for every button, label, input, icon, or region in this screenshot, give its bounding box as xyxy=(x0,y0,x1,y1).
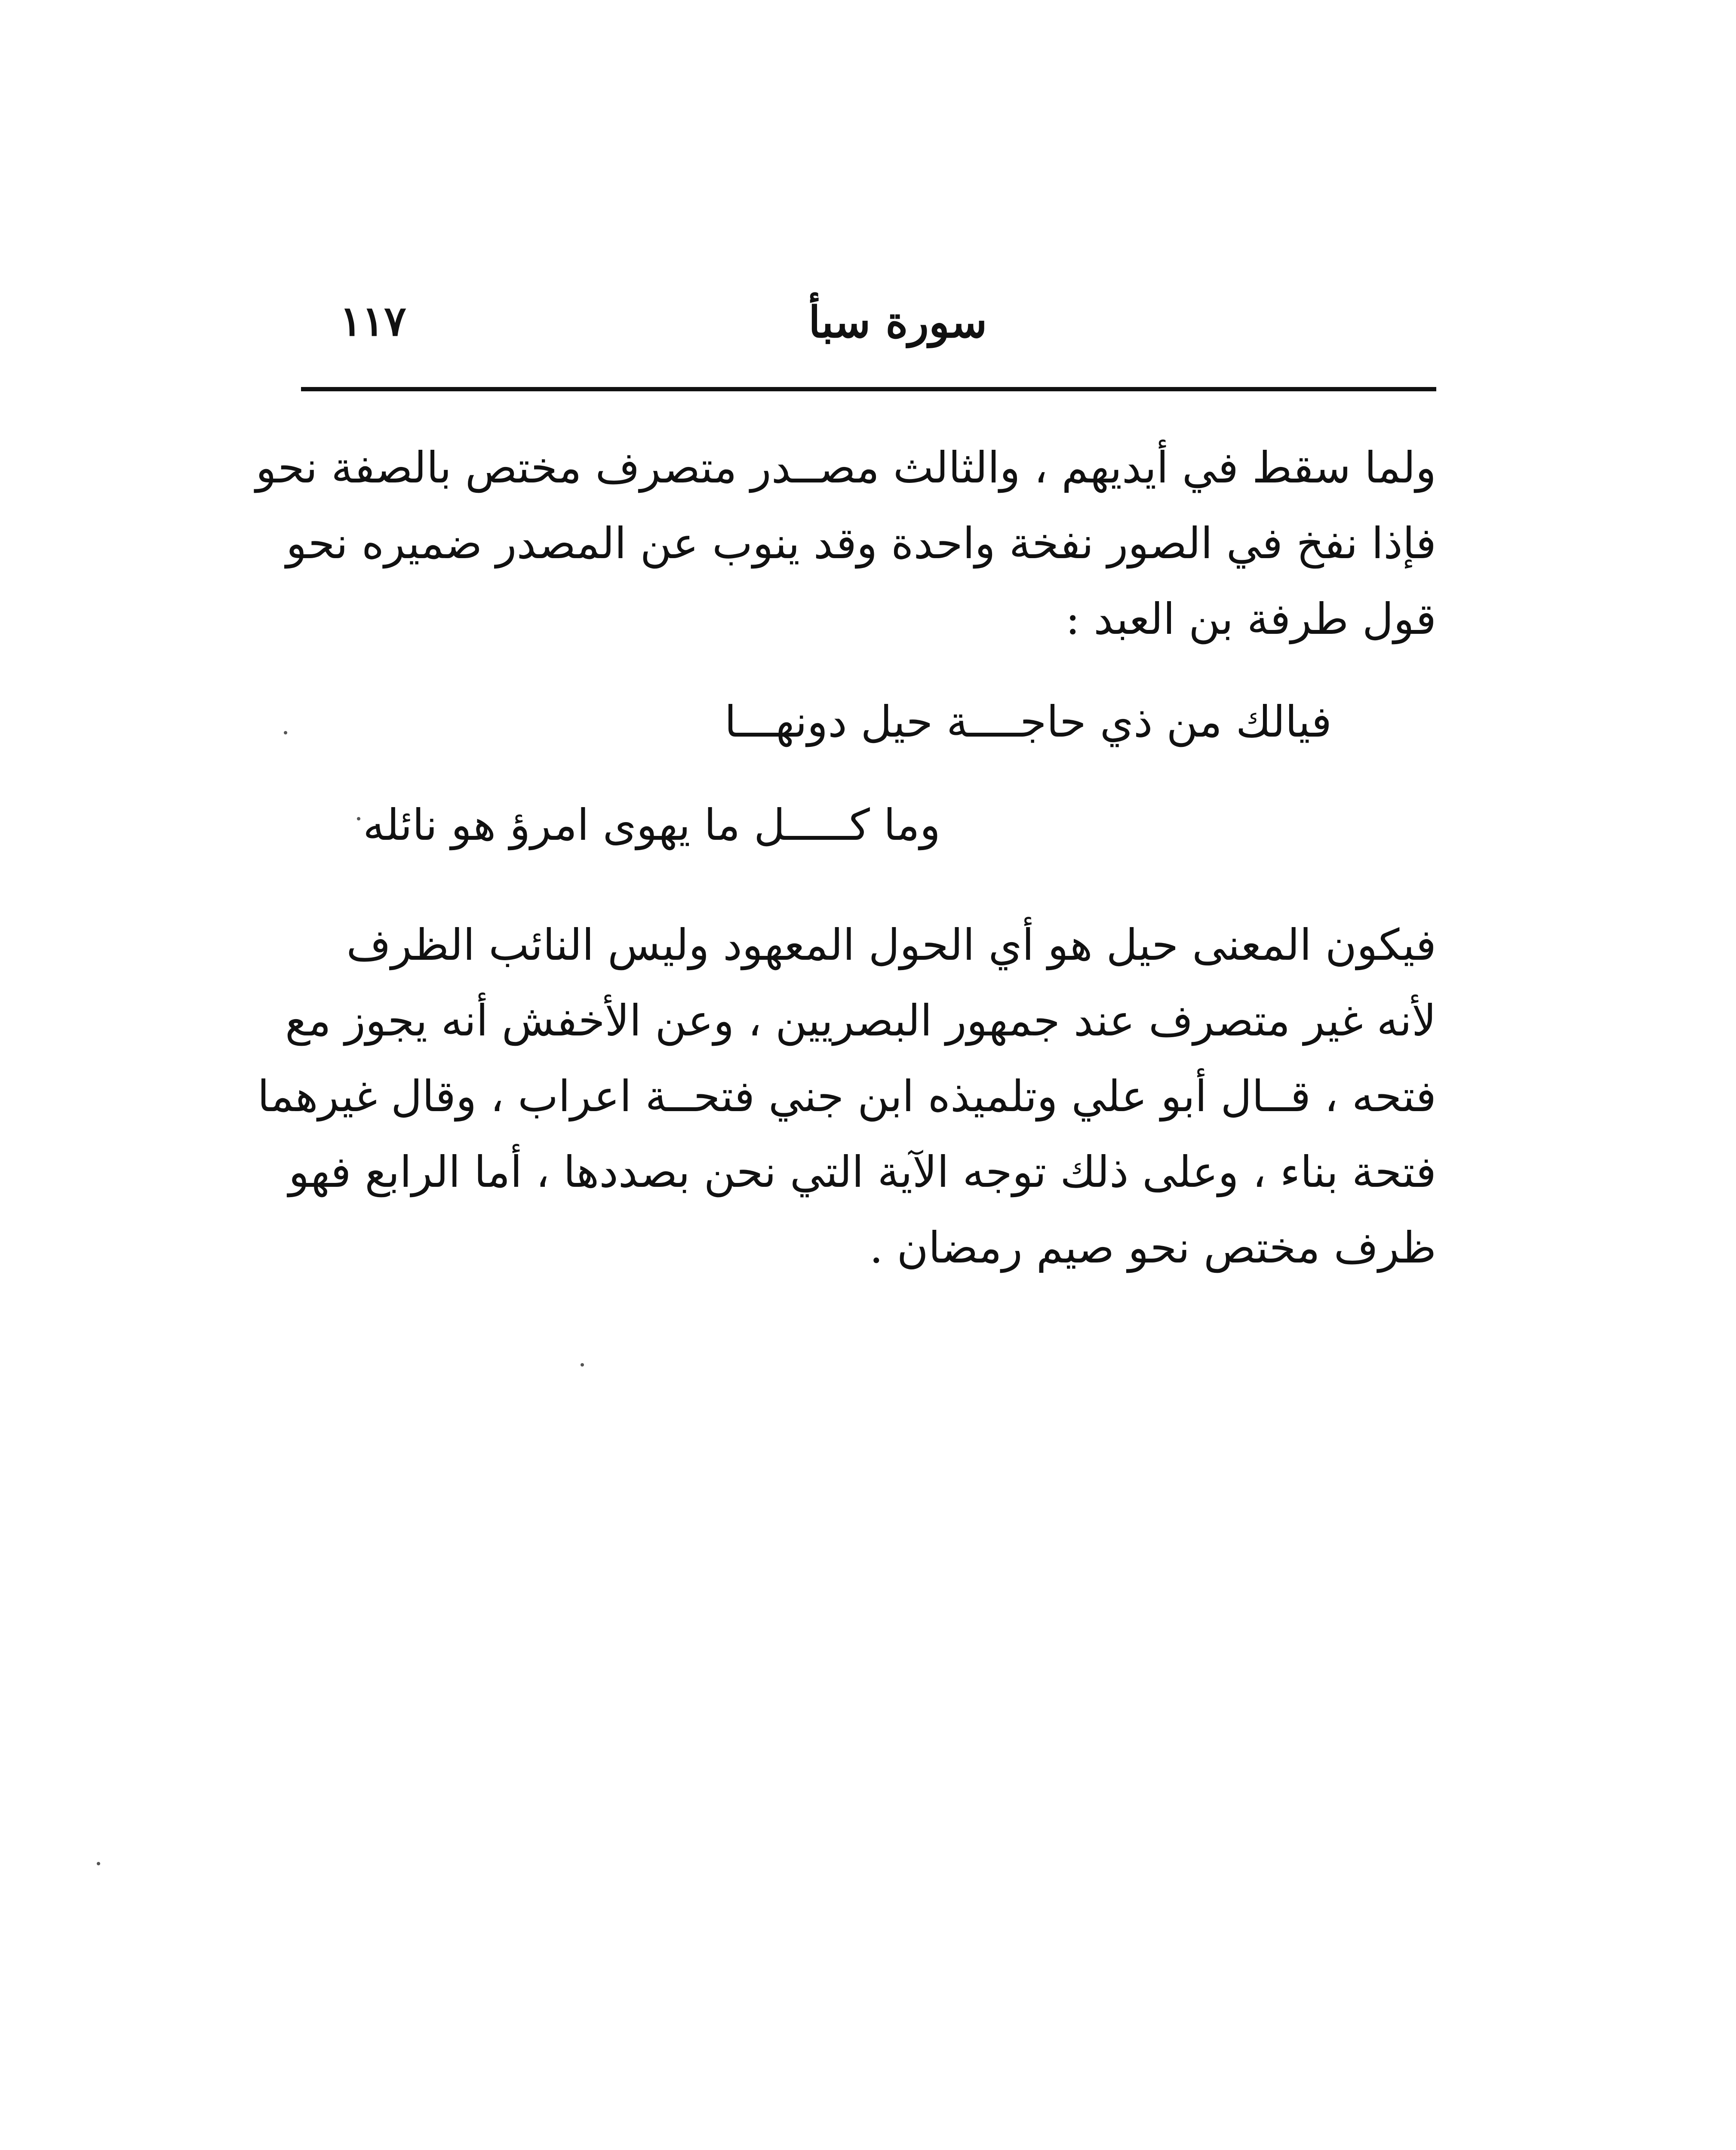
page-header xyxy=(301,297,1436,374)
text-line: فتحة بناء ، وعلى ذلك توجه الآية التي نحن بصددها ، أما الرابع فهو xyxy=(289,1147,1436,1197)
scan-speck xyxy=(357,817,360,820)
text-line: فإذا نفخ في الصور نفخة واحدة وقد ينوب عن المصدر ضميره نحو xyxy=(286,518,1436,568)
text-line: فتحه ، قــال أبو علي وتلميذه ابن جني فتحــة اعراب ، وقال غيرهما xyxy=(257,1071,1436,1121)
verse-second-hemistich: وما كـــــل ما يهوى امرؤ هو نائله xyxy=(363,800,940,850)
page-number: ١١٧ xyxy=(340,297,406,345)
text-line: فيكون المعنى حيل هو أي الحول المعهود وليس النائب الظرف xyxy=(346,920,1436,970)
text-line: لأنه غير متصرف عند جمهور البصريين ، وعن الأخفش أنه يجوز مع xyxy=(285,995,1436,1046)
verse-first-hemistich: فيالك من ذي حاجــــة حيل دونهـــا xyxy=(724,697,1332,747)
scan-speck xyxy=(284,731,287,734)
text-line: ولما سقط في أيديهم ، والثالث مصــدر متصرف مختص بالصفة نحو xyxy=(255,442,1436,493)
scan-speck xyxy=(97,1862,100,1865)
text-line: ظرف مختص نحو صيم رمضان . xyxy=(869,1222,1436,1273)
running-title: سورة سبأ xyxy=(808,297,987,347)
paragraph-1 xyxy=(255,430,1436,657)
scan-speck xyxy=(581,1363,584,1367)
header-rule xyxy=(301,387,1436,391)
text-line: قول طرفة بن العبد : xyxy=(1065,594,1436,644)
paragraph-2 xyxy=(257,907,1436,1286)
